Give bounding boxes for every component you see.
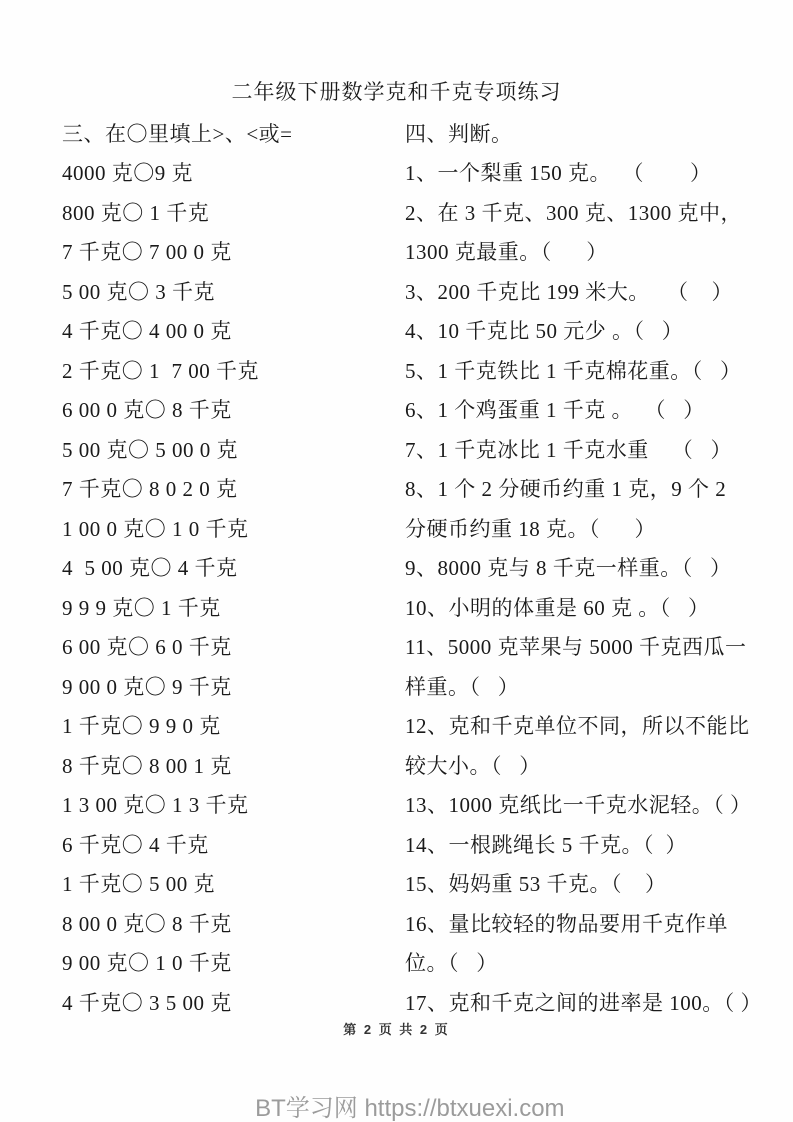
judgement-row: 分硬币约重 18 克。（ ） — [405, 516, 656, 541]
section-four-judgement — [405, 113, 793, 1022]
section-three-compare — [62, 113, 402, 1022]
judgement-row: 9、8000 克与 8 千克一样重。（ ） — [405, 556, 732, 581]
comparison-row: 1 千克〇 9 9 0 克 — [62, 714, 221, 739]
comparison-row: 4000 克〇9 克 — [62, 161, 193, 186]
judgement-row: 17、克和千克之间的进率是 100。（ ） — [405, 990, 762, 1015]
comparison-row: 4 千克〇 4 00 0 克 — [62, 319, 232, 344]
judgement-row: 16、量比较轻的物品要用千克作单 — [405, 911, 728, 936]
comparison-row: 8 00 0 克〇 8 千克 — [62, 911, 232, 936]
judgement-row: 12、克和千克单位不同，所以不能比 — [405, 714, 750, 739]
judgement-row: 14、一根跳绳长 5 千克。（ ） — [405, 832, 687, 857]
section-four-heading: 四、判断。 — [405, 121, 513, 146]
judgement-row: 13、1000 克纸比一千克水泥轻。（ ） — [405, 793, 752, 818]
comparison-row: 6 00 克〇 6 0 千克 — [62, 635, 232, 660]
comparison-row: 9 9 9 克〇 1 千克 — [62, 595, 221, 620]
comparison-row: 4 千克〇 3 5 00 克 — [62, 990, 232, 1015]
judgement-row: 6、1 个鸡蛋重 1 千克 。 （ ） — [405, 398, 705, 423]
comparison-row: 6 千克〇 4 千克 — [62, 832, 209, 857]
comparison-row: 7 千克〇 8 0 2 0 克 — [62, 477, 238, 502]
judgement-row: 位。（ ） — [405, 951, 498, 976]
judgement-row: 样重。（ ） — [405, 674, 520, 699]
judgement-row: 3、200 千克比 199 米大。 （ ） — [405, 279, 733, 304]
comparison-row: 1 3 00 克〇 1 3 千克 — [62, 793, 249, 818]
comparison-row: 8 千克〇 8 00 1 克 — [62, 753, 232, 778]
judgement-row: 11、5000 克苹果与 5000 千克西瓜一 — [405, 635, 747, 660]
comparison-row: 800 克〇 1 千克 — [62, 200, 210, 225]
comparison-row: 4 5 00 克〇 4 千克 — [62, 556, 238, 581]
comparison-row: 2 千克〇 1 7 00 千克 — [62, 358, 259, 383]
comparison-row: 6 00 0 克〇 8 千克 — [62, 398, 232, 423]
comparison-row: 7 千克〇 7 00 0 克 — [62, 240, 232, 265]
judgement-row: 5、1 千克铁比 1 千克棉花重。（ ） — [405, 358, 742, 383]
page-number: 第 2 页 共 2 页 — [343, 1022, 450, 1037]
comparison-row: 1 千克〇 5 00 克 — [62, 872, 215, 897]
judgement-row: 较大小。（ ） — [405, 753, 541, 778]
comparison-row: 5 00 克〇 5 00 0 克 — [62, 437, 238, 462]
watermark — [0, 1060, 793, 1122]
judgement-row: 1、一个梨重 150 克。 （ ） — [405, 161, 712, 186]
judgement-row: 7、1 千克冰比 1 千克水重 （ ） — [405, 437, 732, 462]
comparison-row: 1 00 0 克〇 1 0 千克 — [62, 516, 249, 541]
watermark-text: BT学习网 https://btxuexi.com — [255, 1095, 565, 1122]
judgement-row: 10、小明的体重是 60 克 。（ ） — [405, 595, 710, 620]
comparison-row: 9 00 0 克〇 9 千克 — [62, 674, 232, 699]
judgement-row: 15、妈妈重 53 千克。（ ） — [405, 872, 667, 897]
judgement-row: 4、10 千克比 50 元少 。（ ） — [405, 319, 684, 344]
judgement-row: 2、在 3 千克、300 克、1300 克中， — [405, 200, 742, 225]
comparison-row: 9 00 克〇 1 0 千克 — [62, 951, 232, 976]
judgement-row: 8、1 个 2 分硬币约重 1 克，9 个 2 — [405, 477, 727, 502]
section-three-heading: 三、在〇里填上>、<或= — [62, 121, 293, 146]
judgement-row: 1300 克最重。（ ） — [405, 240, 608, 265]
comparison-row: 5 00 克〇 3 千克 — [62, 279, 215, 304]
page-title: 二年级下册数学克和千克专项练习 — [231, 80, 562, 104]
